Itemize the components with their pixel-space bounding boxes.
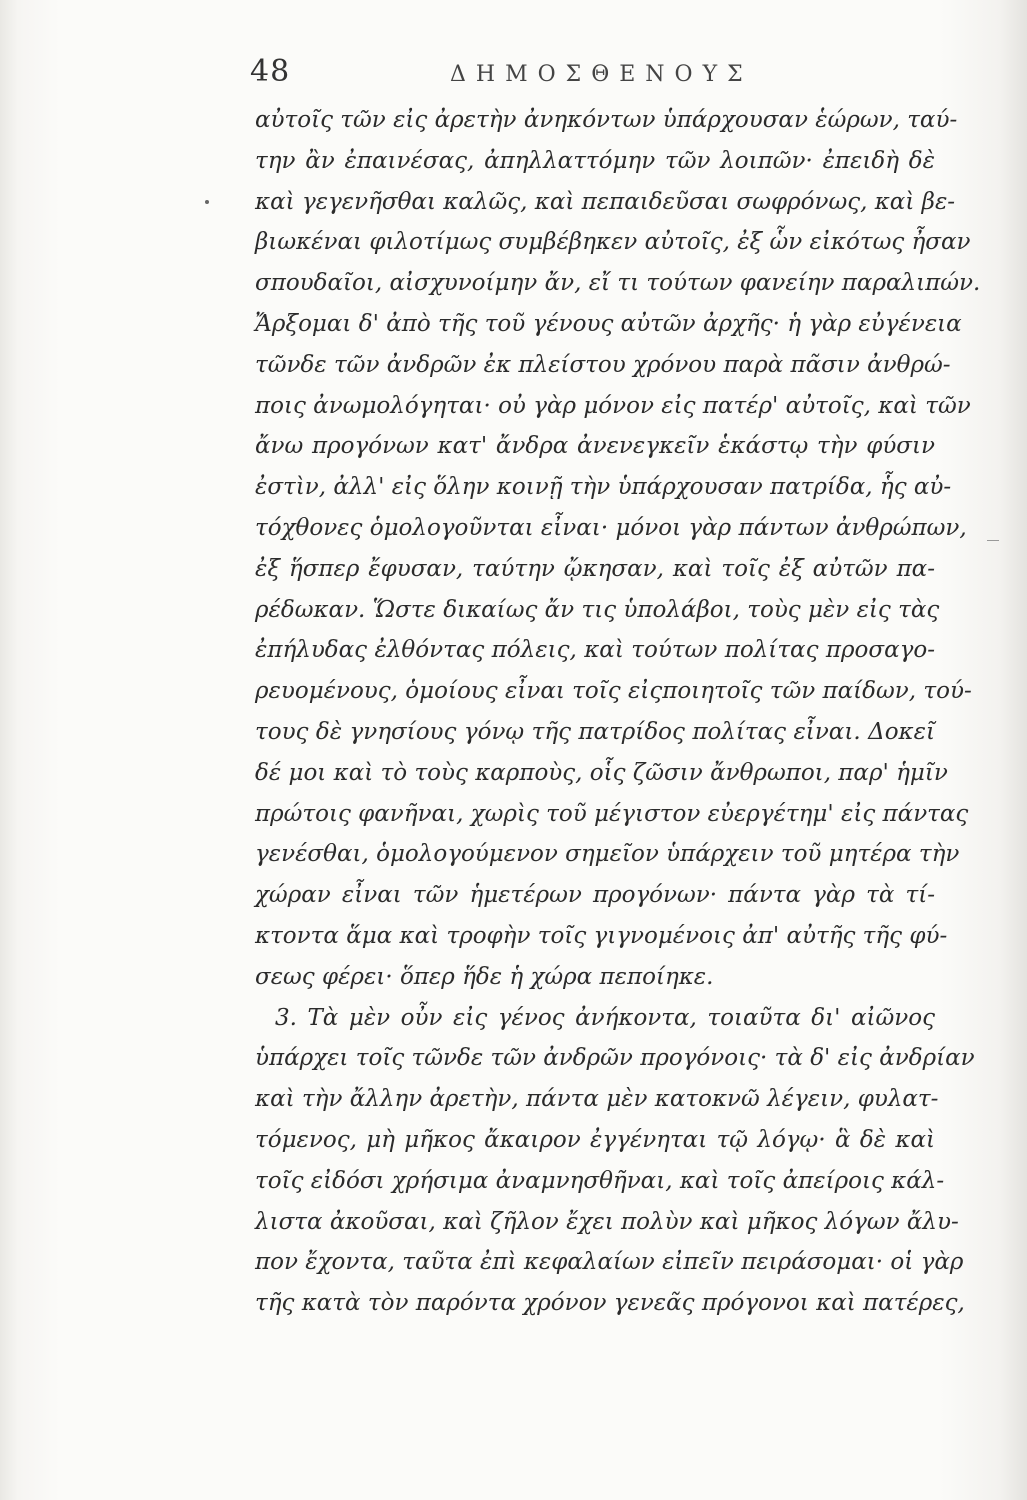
text-line: ποις ἀνωμολόγηται· οὐ γὰρ μόνον εἰς πατέρ' αὐτοῖς, καὶ τῶν xyxy=(255,392,971,419)
text-line: κτοντα ἅμα καὶ τροφὴν τοῖς γιγνομένοις ἀπ' αὐτῆς τῆς φύ- xyxy=(255,922,948,949)
text-line: ρευομένους, ὁμοίους εἶναι τοῖς εἰςποιητοῖς τῶν παίδων, τού- xyxy=(255,678,972,705)
text-line: τόμενος, μὴ μῆκος ἄκαιρον ἐγγένηται τῷ λόγῳ· ἃ δὲ καὶ xyxy=(255,1126,935,1153)
text-line: αὐτοῖς τῶν εἰς ἀρετὴν ἀνηκόντων ὑπάρχουσαν ἑώρων, ταύ- xyxy=(255,107,958,133)
text-line: σεως φέρει· ὅπερ ἥδε ἡ χώρα πεποίηκε. xyxy=(255,963,714,990)
text-line: τόχθονες ὁμολογοῦνται εἶναι· μόνοι γὰρ πάντων ἀνθρώπων, xyxy=(255,514,967,541)
text-line: ὑπάρχει τοῖς τῶνδε τῶν ἀνδρῶν προγόνοις· τὰ δ' εἰς ἀνδρίαν xyxy=(255,1045,975,1072)
text-line: ρέδωκαν. Ὥστε δικαίως ἄν τις ὑπολάβοι, τοὺς μὲν εἰς τὰς xyxy=(255,596,940,623)
text-line: τῶνδε τῶν ἀνδρῶν ἐκ πλείστου χρόνου παρὰ πᾶσιν ἀνθρώ- xyxy=(255,351,951,378)
text-line: ἐξ ἥσπερ ἔφυσαν, ταύτην ᾤκησαν, καὶ τοῖς ἐξ αὐτῶν πα- xyxy=(255,555,935,582)
text-line: δέ μοι καὶ τὸ τοὺς καρποὺς, οἷς ζῶσιν ἄνθρωποι, παρ' ἡμῖν xyxy=(255,759,948,786)
text-line: καὶ τὴν ἄλλην ἀρετὴν, πάντα μὲν κατοκνῶ λέγειν, φυλατ- xyxy=(255,1086,939,1113)
text-line: πρώτοις φανῆναι, χωρὶς τοῦ μέγιστον εὐεργέτημ' εἰς πάντας xyxy=(255,800,969,827)
text-line: την ἂν ἐπαινέσας, ἀπηλλαττόμην τῶν λοιπῶν· ἐπειδὴ δὲ xyxy=(255,147,935,174)
text-line: σπουδαῖοι, αἰσχυνοίμην ἄν, εἴ τι τούτων φανείην παραλιπών. xyxy=(255,270,981,297)
page-edge-mark xyxy=(987,540,999,541)
page-number: 48 xyxy=(250,54,291,89)
text-line: Ἄρξομαι δ' ἀπὸ τῆς τοῦ γένους αὐτῶν ἀρχῆς· ἡ γὰρ εὐγένεια xyxy=(255,310,962,337)
text-line: χώραν εἶναι τῶν ἡμετέρων προγόνων· πάντα γὰρ τὰ τί- xyxy=(255,882,935,909)
text-line: γενέσθαι, ὁμολογούμενον σημεῖον ὑπάρχειν τοῦ μητέρα τὴν xyxy=(255,841,960,868)
section-start-line: 3. Τὰ μὲν οὖν εἰς γένος ἀνήκοντα, τοιαῦτα δι' αἰῶνος xyxy=(275,1004,935,1031)
text-line: τους δὲ γνησίους γόνῳ τῆς πατρίδος πολίτας εἶναι. Δοκεῖ xyxy=(255,718,935,745)
text-line: καὶ γεγενῆσθαι καλῶς, καὶ πεπαιδεῦσαι σωφρόνως, καὶ βε- xyxy=(255,188,956,215)
text-line: ἄνω προγόνων κατ' ἄνδρα ἀνενεγκεῖν ἑκάστῳ τὴν φύσιν xyxy=(255,433,935,460)
body-text xyxy=(255,100,981,1324)
ink-speck xyxy=(205,200,209,204)
text-line: ἐπήλυδας ἐλθόντας πόλεις, καὶ τούτων πολίτας προσαγο- xyxy=(255,637,935,664)
page-header xyxy=(250,50,940,100)
text-line: βιωκέναι φιλοτίμως συμβέβηκεν αὐτοῖς, ἐξ ὧν εἰκότως ἦσαν xyxy=(255,229,971,256)
running-title: ΔΗΜΟΣΘΕΝΟΥΣ xyxy=(450,62,753,87)
text-line: τῆς κατὰ τὸν παρόντα χρόνον γενεᾶς πρόγονοι καὶ πατέρες, xyxy=(255,1290,965,1317)
text-line: πον ἔχοντα, ταῦτα ἐπὶ κεφαλαίων εἰπεῖν πειράσομαι· οἱ γὰρ xyxy=(255,1249,964,1276)
text-line: λιστα ἀκοῦσαι, καὶ ζῆλον ἔχει πολὺν καὶ μῆκος λόγων ἄλυ- xyxy=(255,1208,959,1235)
text-line: τοῖς εἰδόσι χρήσιμα ἀναμνησθῆναι, καὶ τοῖς ἀπείροις κάλ- xyxy=(255,1167,945,1194)
text-line: ἐστὶν, ἀλλ' εἰς ὅλην κοινῇ τὴν ὑπάρχουσαν πατρίδα, ἧς αὐ- xyxy=(255,474,952,501)
